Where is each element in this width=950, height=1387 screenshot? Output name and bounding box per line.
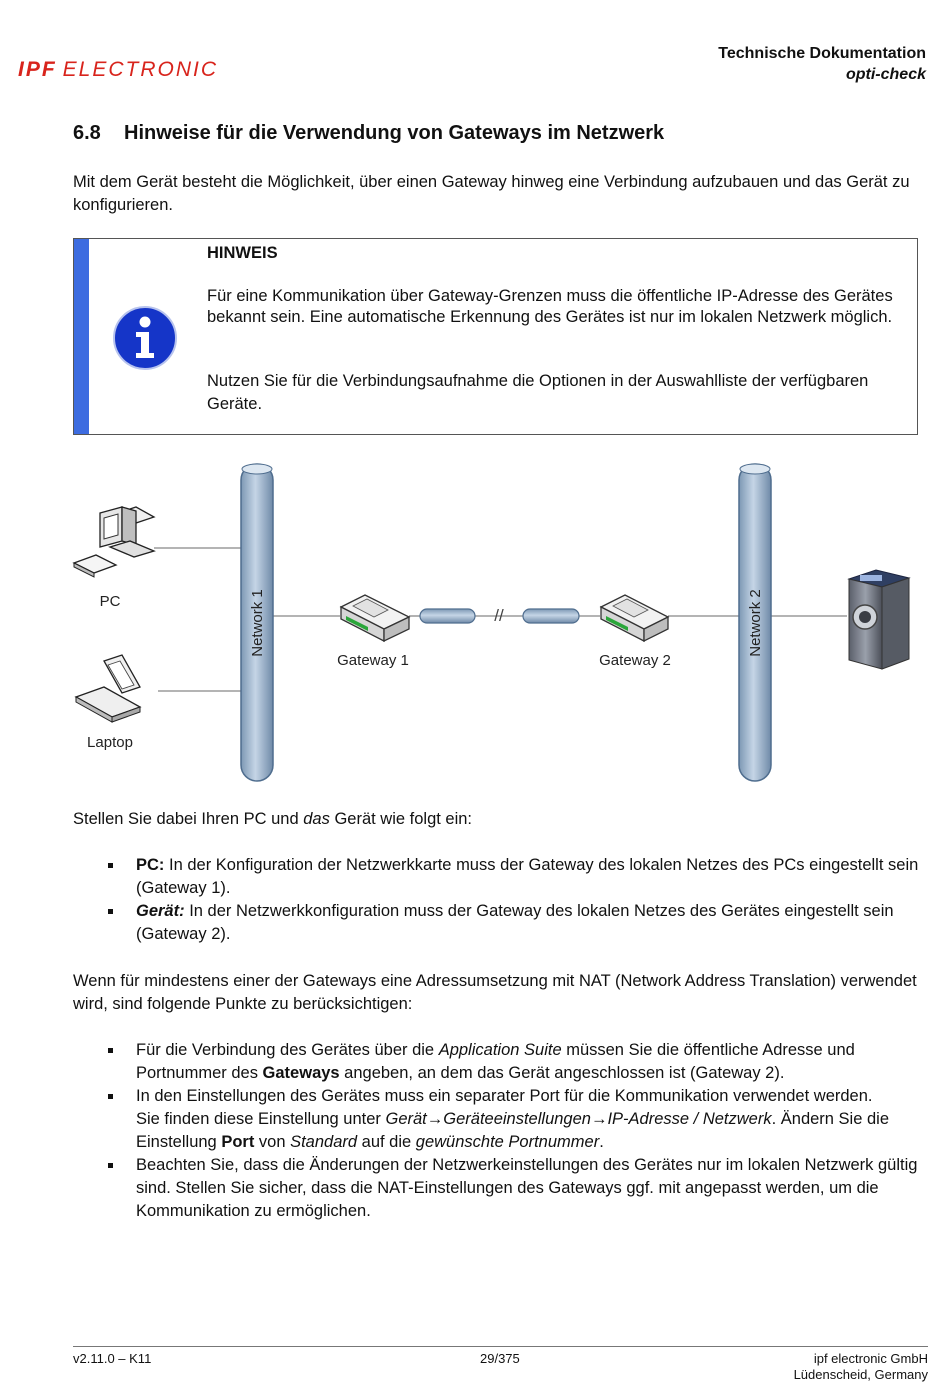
footer-company	[794, 1351, 928, 1383]
bullet-icon	[108, 1048, 113, 1053]
settings-list	[73, 854, 933, 946]
device-item-label: Gerät:	[136, 902, 185, 920]
pc-item-label: PC:	[136, 856, 165, 874]
text-run: Für die Verbindung des Gerätes über die	[136, 1041, 439, 1059]
emphasis-run: Application Suite	[438, 1041, 562, 1059]
list-item-device	[73, 900, 933, 946]
text-run: auf die	[357, 1133, 416, 1151]
nat-list	[73, 1039, 933, 1223]
text-run: Beachten Sie, dass die Änderungen der Netzwerkeinstellungen des Gerätes nur im lokalen Netzwerk gültig sind. Stellen Sie sicher, dass die NAT-Einstellungen des Gateways ggf. mit angepasst werden, um die Kommunikation zu ermöglichen.	[136, 1156, 918, 1220]
footer-divider	[73, 1346, 928, 1347]
list-item-application-suite	[73, 1039, 933, 1085]
footer-company-name: ipf electronic GmbH	[813, 1351, 928, 1366]
text-run: von	[254, 1133, 291, 1151]
gateway-1-label: Gateway 1	[337, 652, 409, 669]
note-text-1: Für eine Kommunikation über Gateway-Grenzen muss die öffentliche IP-Adresse des Gerätes bekannt sein. Eine automatische Erkennung des Gerätes ist nur im lokalen Netzwerk möglich.	[207, 287, 893, 326]
doc-title: Technische Dokumentation	[718, 45, 926, 62]
network-2-label: Network 2	[747, 589, 764, 657]
laptop-icon	[76, 655, 140, 722]
section-title: Hinweise für die Verwendung von Gateways im Netzwerk	[124, 122, 665, 144]
doc-subtitle: opti-check	[845, 66, 926, 83]
text-run: angeben, an dem das Gerät angeschlossen ist (Gateway 2).	[339, 1064, 785, 1082]
logo-text: ELECTRONIC	[62, 58, 219, 81]
list-item-port	[73, 1085, 933, 1154]
text-run: Sie finden diese Einstellung unter	[136, 1110, 386, 1128]
footer-company-city: Lüdenscheid, Germany	[793, 1367, 928, 1382]
pc-label: PC	[99, 593, 121, 610]
network-diagram	[70, 455, 920, 790]
bullet-icon	[108, 909, 113, 914]
note-heading: HINWEIS	[207, 244, 278, 262]
intro-paragraph: Mit dem Gerät besteht die Möglichkeit, über einen Gateway hinweg eine Verbindung aufzubauen und das Gerät zu konfigurieren.	[73, 173, 910, 214]
bullet-icon	[108, 863, 113, 868]
device-item-text: In der Netzwerkkonfiguration muss der Gateway des lokalen Netzes des Gerätes eingestellt sein (Gateway 2).	[136, 902, 894, 943]
text-run: müssen Sie die öffentliche Adresse und Portnummer des	[136, 1041, 855, 1082]
logo-brand: IPF	[18, 58, 57, 81]
bold-run: Port	[221, 1133, 255, 1151]
note-text-2: Nutzen Sie für die Verbindungsaufnahme die Optionen in der Auswahlliste der verfügbaren Geräte.	[207, 372, 869, 413]
section-heading	[73, 122, 664, 145]
emphasis-run: Standard	[290, 1133, 358, 1151]
laptop-label: Laptop	[87, 734, 133, 751]
text-run: In den Einstellungen des Gerätes muss ein separater Port für die Kommunikation verwendet werden.	[136, 1087, 873, 1105]
camera-device-icon	[849, 570, 909, 669]
lead-emphasis: das	[303, 810, 330, 828]
document-header	[718, 43, 926, 85]
footer-version: v2.11.0 – K11	[73, 1351, 152, 1366]
gateway-2-label: Gateway 2	[599, 652, 671, 669]
list-item-pc	[73, 854, 933, 900]
note-accent-bar	[74, 239, 89, 434]
pc-item-text: In der Konfiguration der Netzwerkkarte muss der Gateway des lokalen Netzes des PCs eingestellt sein (Gateway 1).	[136, 856, 919, 897]
list-item-nat-settings	[73, 1154, 933, 1223]
menu-path: Gerät→Geräteeinstellungen→IP-Adresse / Netzwerk	[385, 1110, 772, 1128]
bullet-icon	[108, 1094, 113, 1099]
text-run: .	[599, 1133, 604, 1151]
wan-break-mark: //	[494, 606, 504, 625]
text-run: . Ändern Sie die Einstellung	[136, 1110, 890, 1151]
bullet-icon	[108, 1163, 113, 1168]
gateway-2-icon	[601, 595, 668, 641]
nat-paragraph: Wenn für mindestens einer der Gateways eine Adressumsetzung mit NAT (Network Address Translation) verwendet wird, sind folgende Punkte zu berücksichtigen:	[73, 972, 917, 1013]
lead-text-2: Gerät wie folgt ein:	[329, 810, 473, 828]
section-number: 6.8	[73, 122, 101, 144]
network-1-label: Network 1	[249, 589, 266, 657]
lead-text-1: Stellen Sie dabei Ihren PC und	[73, 810, 304, 828]
company-logo	[18, 58, 218, 82]
note-box	[73, 238, 918, 435]
info-icon	[112, 305, 178, 371]
pc-icon	[74, 507, 154, 577]
lead-sentence	[73, 808, 472, 831]
footer-page-number: 29/375	[480, 1351, 520, 1366]
bold-run: Gateways	[262, 1064, 340, 1082]
gateway-1-icon	[341, 595, 409, 641]
emphasis-run: gewünschte Portnummer	[415, 1133, 600, 1151]
